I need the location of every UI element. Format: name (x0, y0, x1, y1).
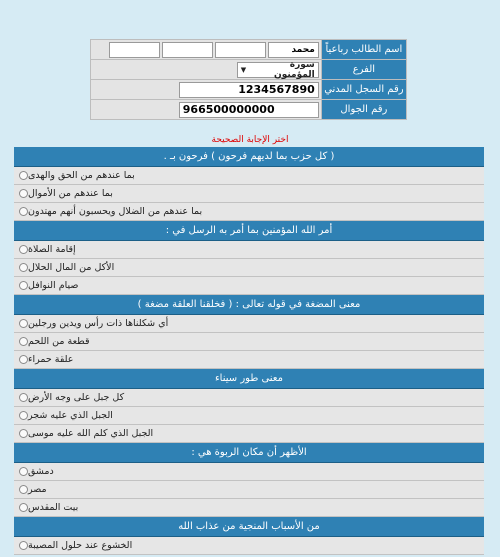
name-row (91, 40, 407, 60)
option-label: علقة حمراء (28, 354, 74, 365)
name-part-2-input[interactable] (215, 42, 266, 58)
radio-button[interactable] (19, 337, 28, 346)
answer-option[interactable] (14, 259, 484, 277)
option-label: إقامة الصلاة (28, 244, 76, 255)
student-info-form (90, 39, 407, 120)
question-title: معنى طور سيناء (14, 369, 484, 389)
answer-option[interactable] (14, 537, 484, 555)
radio-button[interactable] (19, 189, 28, 198)
option-label: الجبل الذي عليه شجر (28, 410, 113, 421)
question-title: الأظهر أن مكان الربوة هي : (14, 443, 484, 463)
answer-option[interactable] (14, 351, 484, 369)
option-label: الخشوع عند حلول المصيبة (28, 540, 133, 551)
radio-button[interactable] (19, 467, 28, 476)
radio-button[interactable] (19, 503, 28, 512)
answer-option[interactable] (14, 389, 484, 407)
answer-option[interactable] (14, 203, 484, 221)
question-title: ( كل حزب بما لديهم فرحون ) فرحون بـ . (14, 147, 484, 167)
option-label: بما عندهم من الضلال ويحسبون أنهم مهتدون (28, 206, 203, 217)
question-title: معنى المضغة في قوله تعالى : ( فخلقنا العلقة مضغة ) (14, 295, 484, 315)
answer-option[interactable] (14, 481, 484, 499)
radio-button[interactable] (19, 263, 28, 272)
mobile-input[interactable] (179, 102, 319, 118)
option-label: بيت المقدس (28, 502, 79, 513)
radio-button[interactable] (19, 393, 28, 402)
radio-button[interactable] (19, 281, 28, 290)
radio-button[interactable] (19, 411, 28, 420)
answer-option[interactable] (14, 315, 484, 333)
option-label: كل جبل على وجه الأرض (28, 392, 125, 403)
name-label: اسم الطالب رباعياً (321, 40, 406, 60)
option-label: الجبل الذي كلم الله عليه موسى (28, 428, 154, 439)
answer-option[interactable] (14, 425, 484, 443)
option-label: أي شكلناها ذات رأس ويدين ورجلين (28, 318, 169, 329)
civil-row (91, 80, 407, 100)
answer-option[interactable] (14, 185, 484, 203)
answer-option[interactable] (14, 167, 484, 185)
civil-record-input[interactable] (179, 82, 319, 98)
radio-button[interactable] (19, 485, 28, 494)
answer-option[interactable] (14, 463, 484, 481)
answer-option[interactable] (14, 241, 484, 259)
name-part-1-input[interactable] (268, 42, 319, 58)
branch-selected-value: سورة المؤمنون (274, 59, 315, 80)
quiz-section (14, 147, 484, 555)
radio-button[interactable] (19, 541, 28, 550)
radio-button[interactable] (19, 207, 28, 216)
radio-button[interactable] (19, 171, 28, 180)
name-part-3-input[interactable] (162, 42, 213, 58)
radio-button[interactable] (19, 245, 28, 254)
branch-row (91, 60, 407, 80)
answer-option[interactable] (14, 499, 484, 517)
instruction-text: اختر الإجابة الصحيحة (211, 135, 289, 145)
civil-record-label: رقم السجل المدني (321, 80, 406, 100)
radio-button[interactable] (19, 355, 28, 364)
radio-button[interactable] (19, 319, 28, 328)
option-label: بما عندهم من الأموال (28, 188, 113, 199)
option-label: مصر (28, 484, 47, 495)
option-label: قطعة من اللحم (28, 336, 90, 347)
name-part-4-input[interactable] (109, 42, 160, 58)
name-fields (91, 40, 322, 60)
question-title: من الأسباب المنجية من عذاب الله (14, 517, 484, 537)
option-label: الأكل من المال الحلال (28, 262, 115, 273)
option-label: بما عندهم من الحق والهدى (28, 170, 135, 181)
option-label: صيام النوافل (28, 280, 79, 291)
option-label: دمشق (28, 466, 54, 477)
dropdown-arrow-icon: ▼ (240, 65, 247, 74)
answer-option[interactable] (14, 277, 484, 295)
question-title: أمر الله المؤمنين بما أمر به الرسل في : (14, 221, 484, 241)
branch-label: الفرع (321, 60, 406, 80)
mobile-row (91, 100, 407, 120)
radio-button[interactable] (19, 429, 28, 438)
answer-option[interactable] (14, 333, 484, 351)
answer-option[interactable] (14, 407, 484, 425)
branch-select[interactable] (237, 59, 319, 80)
mobile-label: رقم الجوال (321, 100, 406, 120)
